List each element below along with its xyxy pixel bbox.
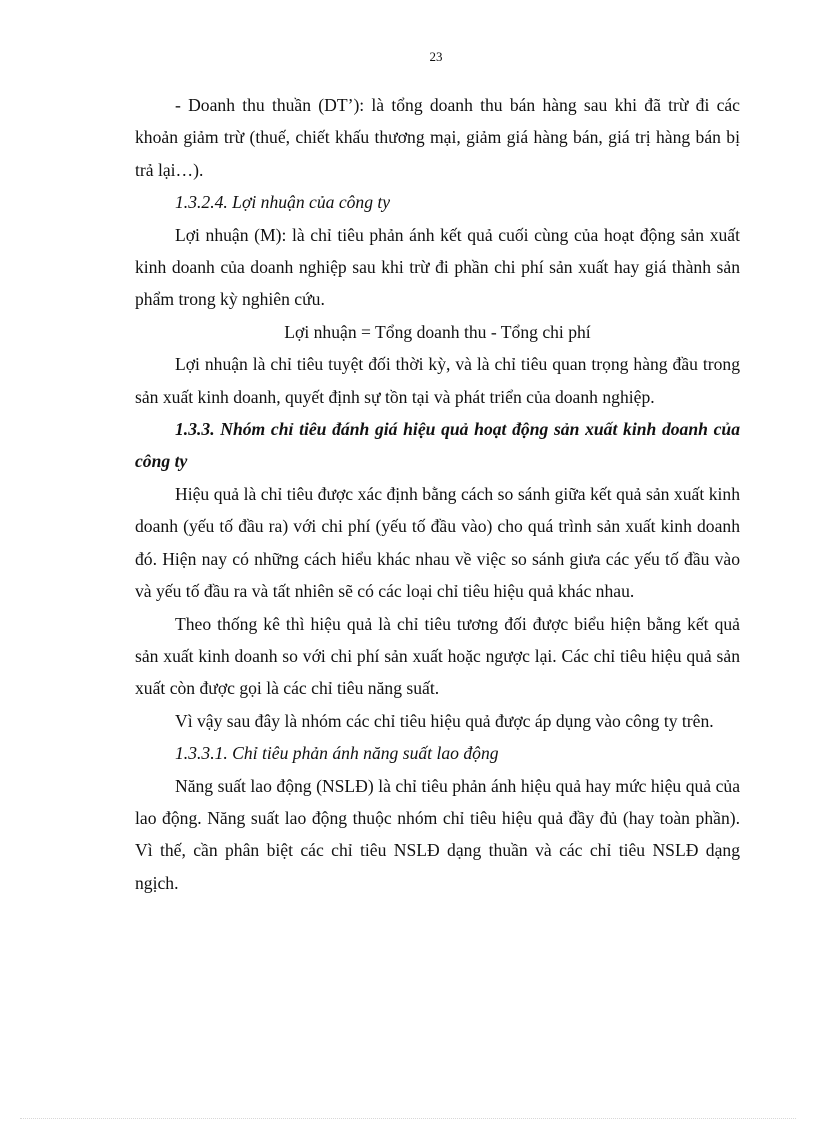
paragraph-efficiency-statistics: Theo thống kê thì hiệu quả là chỉ tiêu tương đối được biểu hiện bằng kết quả sản xuất kinh doanh so với chi phí sản xuất hoặc ngược lại. Các chỉ tiêu hiệu quả sản xuất còn được gọi là các chỉ tiêu năng suất.: [135, 613, 740, 699]
paragraph-efficiency-definition: Hiệu quả là chỉ tiêu được xác định bằng cách so sánh giữa kết quả sản xuất kinh doanh (yếu tố đầu ra) với chi phí (yếu tố đầu vào) cho quá trình sản xuất kinh doanh đó. Hiện nay có những cách hiểu khác nhau về việc so sánh giưa các yếu tố đầu vào và yếu tố đầu ra và tất nhiên sẽ có các loại chỉ tiêu hiệu quả khác nhau.: [135, 483, 740, 602]
subheading-profit: 1.3.2.4. Lợi nhuận của công ty: [175, 192, 391, 213]
formula-profit: Lợi nhuận = Tổng doanh thu - Tổng chi phí: [284, 321, 591, 342]
section-heading-efficiency: 1.3.3. Nhóm chỉ tiêu đánh giá hiệu quả hoạt động sản xuất kinh doanh của công ty: [135, 419, 740, 472]
subheading-labor-productivity: 1.3.3.1. Chỉ tiêu phản ánh năng suất lao động: [175, 743, 499, 764]
page-number: 23: [429, 49, 443, 64]
paragraph-efficiency-group: Vì vậy sau đây là nhóm các chỉ tiêu hiệu quả được áp dụng vào công ty trên.: [175, 710, 714, 731]
document-body: [135, 89, 740, 899]
paragraph-net-revenue: - Doanh thu thuần (DT’): là tổng doanh thu bán hàng sau khi đã trừ đi các khoản giảm trừ (thuế, chiết khấu thương mại, giảm giá hàng bán, giá trị hàng bán bị trả lại…).: [135, 95, 740, 180]
paragraph-labor-productivity: Năng suất lao động (NSLĐ) là chỉ tiêu phản ánh hiệu quả hay mức hiệu quả của lao động. Năng suất lao động thuộc nhóm chỉ tiêu hiệu quả đầy đủ (hay toàn phần). Vì thế, cần phân biệt các chỉ tiêu NSLĐ dạng thuần và các chỉ tiêu NSLĐ dạng ngịch.: [135, 775, 740, 893]
paragraph-profit-importance: Lợi nhuận là chỉ tiêu tuyệt đối thời kỳ, và là chỉ tiêu quan trọng hàng đầu trong sản xuất kinh doanh, quyết định sự tồn tại và phát triển của doanh nghiệp.: [135, 354, 740, 407]
page-bottom-rule: [20, 1118, 796, 1119]
paragraph-profit-definition: Lợi nhuận (M): là chỉ tiêu phản ánh kết quả cuối cùng của hoạt động sản xuất kinh doanh của doanh nghiệp sau khi trừ đi phần chi phí sản xuất hay giá thành sản phẩm trong kỳ nghiên cứu.: [135, 224, 740, 310]
